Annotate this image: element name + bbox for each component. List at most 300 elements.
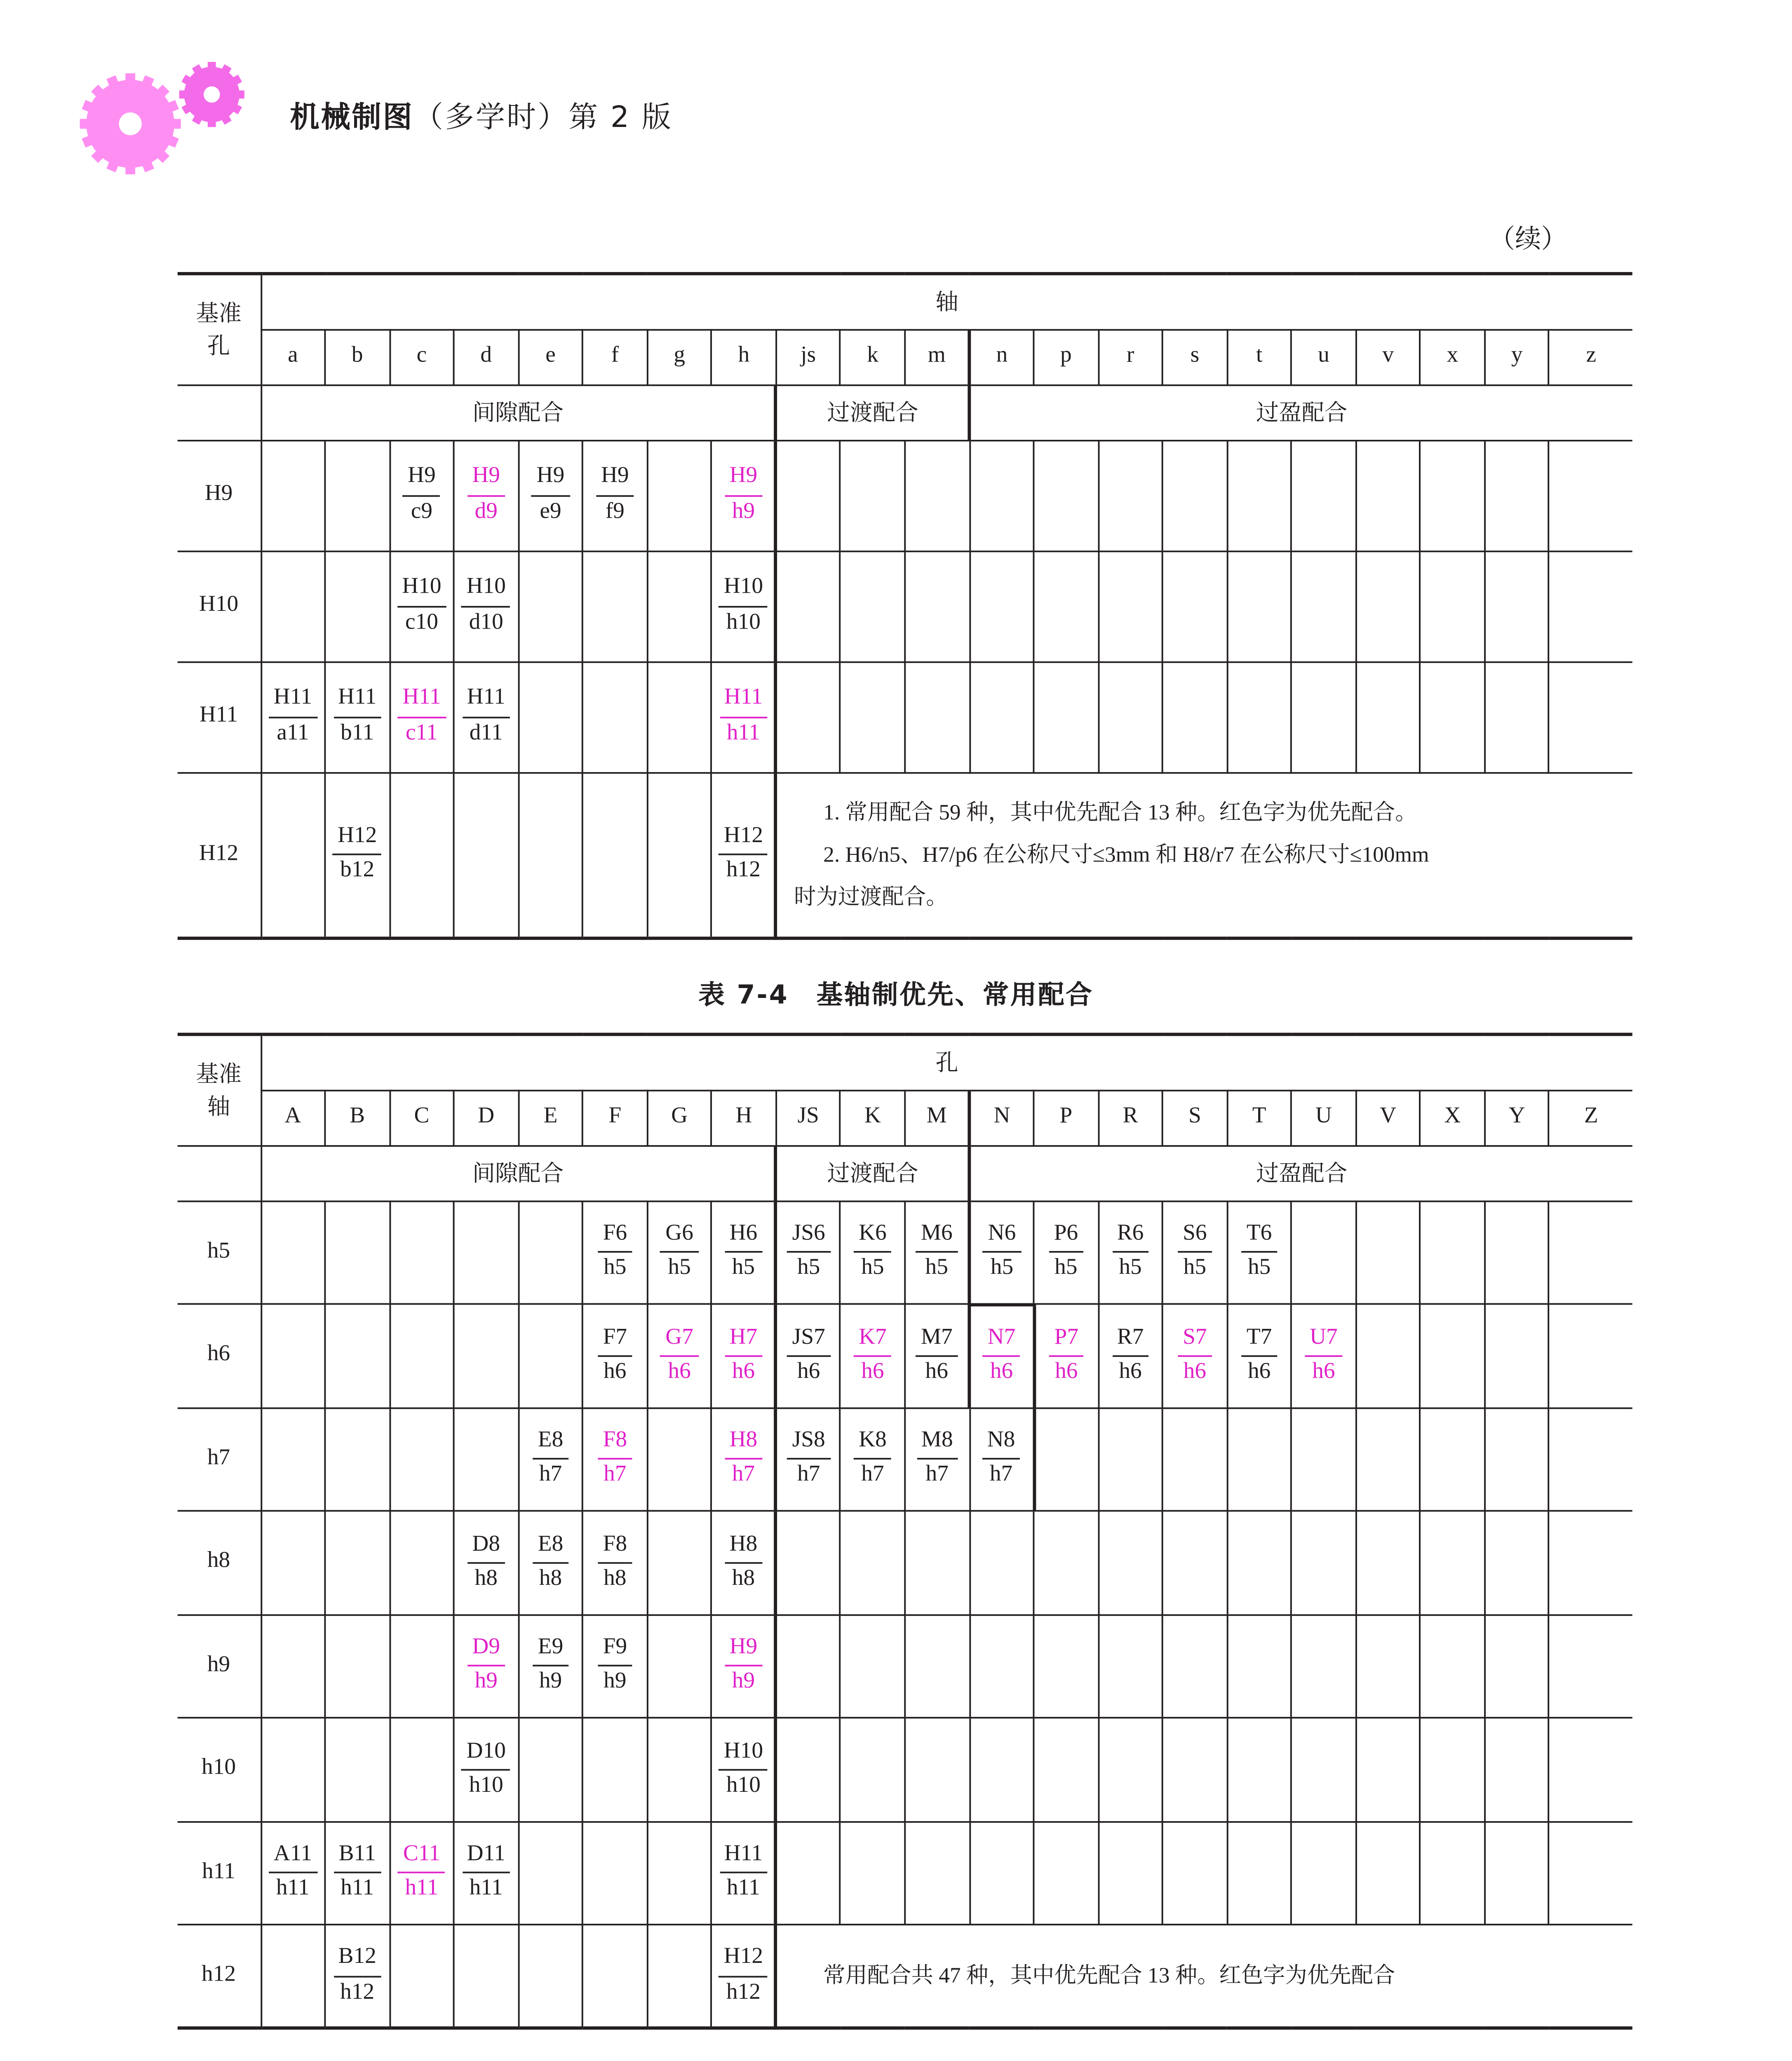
table-cell: [1356, 1511, 1420, 1614]
table-cell: [905, 1200, 969, 1304]
column-header: F: [583, 1090, 647, 1145]
table-cell: [1292, 1407, 1356, 1511]
column-header: D: [454, 1090, 518, 1145]
table-cell: [1034, 440, 1098, 551]
table-cell: [261, 551, 325, 662]
table-cell: [712, 1821, 776, 1925]
table-cell: [1163, 1718, 1227, 1821]
table-cell: [261, 1511, 325, 1614]
table-cell: [712, 1718, 776, 1821]
fit-code: $\frac{M7}{h6}$: [916, 1325, 958, 1386]
table-cell: [583, 1614, 647, 1718]
table-cell: [518, 551, 582, 662]
row-label: h11: [178, 1821, 261, 1925]
table-cell: [1227, 440, 1292, 551]
table-cell: [325, 1718, 390, 1821]
table-cell: [390, 661, 454, 772]
table-cell: [325, 551, 390, 662]
table-cell: [1356, 1407, 1420, 1511]
table-cell: [1549, 1821, 1632, 1925]
fit-code: $\frac{B11}{h11}$: [334, 1843, 381, 1903]
table-cell: [518, 440, 582, 551]
table-cell: [1549, 1200, 1632, 1304]
table-cell: [518, 1407, 582, 1511]
fit-code: $\frac{H11}{h11}$: [719, 686, 768, 747]
column-header: S: [1163, 1090, 1227, 1145]
table-cell: [390, 1925, 454, 2028]
fit-code: $\frac{H6}{h5}$: [725, 1222, 762, 1282]
table-cell: [454, 1407, 518, 1511]
table-cell: [454, 1200, 518, 1304]
table-cell: [776, 1614, 841, 1718]
table-cell: [390, 1511, 454, 1614]
table-cell: [1098, 1407, 1163, 1511]
fit-code: $\frac{H8}{h8}$: [725, 1532, 762, 1593]
table-note: 1. 常用配合 59 种，其中优先配合 13 种。红色字为优先配合。 2. H6/n5、H7/p6 在公称尺寸≤3mm 和 H8/r7 在公称尺寸≤100mm 时为过渡配合。: [776, 772, 1632, 938]
row-label: H9: [178, 440, 261, 551]
fit-code: $\frac{D8}{h8}$: [467, 1532, 505, 1593]
column-header: C: [390, 1090, 454, 1145]
fit-code: $\frac{B12}{h12}$: [334, 1946, 381, 2006]
column-header: T: [1227, 1090, 1292, 1145]
table-cell: [261, 440, 325, 551]
table-cell: [905, 1821, 969, 1925]
column-header: k: [841, 329, 905, 384]
table-cell: [969, 1821, 1033, 1925]
table-cell: [776, 1407, 841, 1511]
table-cell: [390, 1821, 454, 1925]
shaft-basis-fit-table: [178, 1033, 1632, 2030]
fit-code: $\frac{K6}{h5}$: [854, 1222, 891, 1282]
table-cell: [905, 1511, 969, 1614]
table-cell: [1356, 1821, 1420, 1925]
fit-code: $\frac{H12}{h12}$: [719, 824, 768, 885]
table-cell: [841, 1304, 905, 1407]
fit-code: $\frac{H11}{b11}$: [333, 686, 381, 747]
table-cell: [1549, 440, 1632, 551]
fit-code: $\frac{G7}{h6}$: [660, 1325, 698, 1386]
fit-code: $\frac{F8}{h8}$: [598, 1532, 632, 1593]
table-cell: [647, 551, 712, 662]
table-cell: [1034, 1614, 1098, 1718]
table-cell: [1485, 1407, 1549, 1511]
table-cell: [325, 661, 390, 772]
table-cell: [583, 1304, 647, 1407]
table-cell: [1292, 1614, 1356, 1718]
table-cell: [325, 440, 390, 551]
table-cell: [1292, 1821, 1356, 1925]
corner-label: 基准 轴: [178, 1034, 261, 1145]
column-header: x: [1420, 329, 1484, 384]
column-header: u: [1292, 329, 1356, 384]
table-cell: [518, 772, 582, 938]
column-header: U: [1292, 1090, 1356, 1145]
table-cell: [518, 1200, 582, 1304]
table-cell: [776, 551, 841, 662]
fit-code: $\frac{E8}{h8}$: [533, 1532, 568, 1593]
table-cell: [1292, 551, 1356, 662]
table-cell: [712, 1200, 776, 1304]
column-header: s: [1163, 329, 1227, 384]
group-header: 轴: [261, 274, 1632, 329]
table-cell: [583, 1200, 647, 1304]
table-cell: [454, 1925, 518, 2028]
table-cell: [776, 1821, 841, 1925]
group-header: 孔: [261, 1034, 1632, 1089]
table-cell: [390, 551, 454, 662]
fit-code: $\frac{N6}{h5}$: [983, 1221, 1021, 1282]
hole-basis-fit-table: [178, 272, 1632, 940]
fit-code: $\frac{H11}{h11}$: [719, 1843, 768, 1903]
table-cell: [1292, 1511, 1356, 1614]
fit-code: $\frac{H11}{d11}$: [462, 686, 510, 747]
table-cell: [1227, 1407, 1292, 1511]
table-cell: [454, 551, 518, 662]
table-cell: [969, 1304, 1033, 1407]
table-cell: [969, 440, 1033, 551]
table-cell: [1420, 551, 1484, 662]
table-cell: [1034, 1304, 1098, 1407]
table-cell: [969, 1407, 1033, 1511]
table-cell: [325, 1925, 390, 2028]
table-cell: [390, 440, 454, 551]
table-cell: [1420, 1718, 1484, 1821]
table-cell: [969, 661, 1033, 772]
table-cell: [841, 1821, 905, 1925]
table-cell: [261, 1304, 325, 1407]
table-cell: [905, 1614, 969, 1718]
table-cell: [261, 1718, 325, 1821]
fit-code: $\frac{T6}{h5}$: [1242, 1222, 1277, 1282]
table-cell: [1227, 1511, 1292, 1614]
fit-code: $\frac{H12}{b12}$: [333, 824, 382, 885]
table-cell: [969, 1614, 1033, 1718]
table-cell: [1034, 1821, 1098, 1925]
column-header: JS: [776, 1090, 841, 1145]
fit-code: $\frac{M8}{h7}$: [916, 1429, 958, 1489]
table-cell: [583, 440, 647, 551]
table-cell: [647, 1614, 712, 1718]
table-cell: [454, 1614, 518, 1718]
column-header: a: [261, 329, 325, 384]
table-cell: [325, 1200, 390, 1304]
column-header: P: [1034, 1090, 1098, 1145]
fit-code: $\frac{E9}{h9}$: [533, 1636, 568, 1696]
fit-code: $\frac{K8}{h7}$: [854, 1429, 891, 1489]
row-label: h5: [178, 1200, 261, 1304]
fit-code: $\frac{S7}{h6}$: [1178, 1325, 1212, 1386]
table-cell: [841, 440, 905, 551]
table-note: 常用配合共 47 种，其中优先配合 13 种。红色字为优先配合: [776, 1925, 1632, 2028]
table-cell: [905, 1718, 969, 1821]
table-cell: [1227, 1304, 1292, 1407]
table-cell: [454, 1304, 518, 1407]
table-cell: [841, 661, 905, 772]
table-cell: [1549, 1407, 1632, 1511]
table-cell: [454, 772, 518, 938]
table-cell: [325, 1304, 390, 1407]
table-cell: [325, 1614, 390, 1718]
table-cell: [1034, 551, 1098, 662]
table-cell: [325, 1821, 390, 1925]
table-cell: [969, 551, 1033, 662]
table-cell: [583, 1718, 647, 1821]
table-cell: [583, 1511, 647, 1614]
table-cell: [1034, 661, 1098, 772]
table-cell: [1420, 1511, 1484, 1614]
fit-code: $\frac{F6}{h5}$: [598, 1222, 632, 1282]
table-caption: 表 7-4 基轴制优先、常用配合: [698, 979, 1094, 1010]
table-cell: [261, 1200, 325, 1304]
column-header: r: [1098, 329, 1163, 384]
fit-code: $\frac{JS7}{h6}$: [787, 1325, 830, 1386]
fit-code: $\frac{K7}{h6}$: [854, 1325, 891, 1386]
table-cell: [905, 440, 969, 551]
table-cell: [905, 1407, 969, 1511]
fit-code: $\frac{H10}{c10}$: [397, 576, 446, 636]
table-cell: [776, 1200, 841, 1304]
column-header: g: [647, 329, 712, 384]
corner-label: 基准 孔: [178, 274, 261, 385]
column-header: y: [1485, 329, 1549, 384]
table-cell: [1098, 440, 1163, 551]
column-header: H: [712, 1090, 776, 1145]
fit-code: $\frac{P6}{h5}$: [1049, 1222, 1083, 1282]
fit-code: $\frac{H7}{h6}$: [725, 1325, 762, 1386]
table-cell: [1485, 1304, 1549, 1407]
table-cell: [776, 440, 841, 551]
table-cell: [1549, 661, 1632, 772]
table-cell: [261, 1407, 325, 1511]
table-cell: [583, 1925, 647, 2028]
column-header: M: [905, 1090, 969, 1145]
table-cell: [261, 1925, 325, 2028]
table-cell: [454, 1718, 518, 1821]
column-header: c: [390, 329, 454, 384]
table-cell: [454, 440, 518, 551]
column-header: N: [969, 1090, 1033, 1145]
column-header: d: [454, 329, 518, 384]
table-cell: [1420, 661, 1484, 772]
fit-code: $\frac{R7}{h6}$: [1112, 1325, 1148, 1386]
fit-code: $\frac{T7}{h6}$: [1242, 1325, 1277, 1386]
table-cell: [1163, 661, 1227, 772]
table-cell: [390, 1200, 454, 1304]
table-cell: [518, 661, 582, 772]
table-cell: [390, 772, 454, 938]
table-cell: [1098, 1614, 1163, 1718]
table-cell: [1485, 1614, 1549, 1718]
table-cell: [647, 772, 712, 938]
column-header: t: [1227, 329, 1292, 384]
row-label: H10: [178, 551, 261, 662]
fit-code: $\frac{M6}{h5}$: [916, 1222, 958, 1282]
table-cell: [776, 661, 841, 772]
table-cell: [518, 1925, 582, 2028]
fit-code: $\frac{R6}{h5}$: [1112, 1222, 1148, 1282]
table-cell: [712, 1614, 776, 1718]
column-header: h: [712, 329, 776, 384]
row-label: h12: [178, 1925, 261, 2028]
table-cell: [1549, 1614, 1632, 1718]
fit-code: $\frac{S6}{h5}$: [1178, 1222, 1212, 1282]
table-cell: [1098, 551, 1163, 662]
column-header: G: [647, 1090, 712, 1145]
table-cell: [1485, 551, 1549, 662]
table-cell: [969, 1511, 1033, 1614]
fit-code: $\frac{JS8}{h7}$: [787, 1429, 830, 1489]
table-cell: [1034, 1407, 1098, 1511]
fit-code: $\frac{G6}{h5}$: [660, 1222, 698, 1282]
book-title: 机械制图（多学时）第 2 版: [290, 101, 673, 135]
fit-code: $\frac{H11}{c11}$: [397, 686, 446, 747]
table-cell: [1227, 551, 1292, 662]
fit-code: $\frac{N8}{h7}$: [982, 1429, 1020, 1489]
fit-code: $\frac{D9}{h9}$: [467, 1636, 505, 1696]
table-cell: [1227, 661, 1292, 772]
fit-code: $\frac{H9}{h9}$: [725, 1636, 762, 1696]
table-cell: [1098, 1511, 1163, 1614]
table-cell: [518, 1511, 582, 1614]
table-cell: [1163, 1304, 1227, 1407]
column-header: p: [1034, 329, 1098, 384]
table-cell: [647, 1821, 712, 1925]
table-cell: [261, 1821, 325, 1925]
fit-code: $\frac{H10}{d10}$: [462, 576, 511, 636]
table-cell: [841, 1407, 905, 1511]
table-cell: [1485, 1511, 1549, 1614]
table-cell: [712, 1407, 776, 1511]
column-header: m: [905, 329, 969, 384]
fit-code: $\frac{H11}{a11}$: [269, 686, 317, 747]
table-cell: [1292, 1200, 1356, 1304]
table-cell: [518, 1718, 582, 1821]
table-cell: [1356, 1614, 1420, 1718]
fit-code: $\frac{H9}{e9}$: [532, 465, 569, 526]
table-cell: [1034, 1200, 1098, 1304]
table-cell: [969, 1200, 1033, 1304]
table-cell: [390, 1614, 454, 1718]
table-cell: [1163, 551, 1227, 662]
column-header: b: [325, 329, 390, 384]
table-cell: [1356, 440, 1420, 551]
table-cell: [261, 772, 325, 938]
table-cell: [776, 1511, 841, 1614]
table-cell: [1485, 1821, 1549, 1925]
category-clearance: 间隙配合: [261, 385, 776, 440]
column-header: z: [1549, 329, 1632, 384]
row-label: h6: [178, 1304, 261, 1407]
table-cell: [1420, 1304, 1484, 1407]
column-header: n: [969, 329, 1033, 384]
table-cell: [1485, 661, 1549, 772]
table-cell: [841, 1511, 905, 1614]
fit-code: $\frac{H10}{h10}$: [719, 1739, 768, 1800]
fit-code: $\frac{H12}{h12}$: [719, 1946, 768, 2006]
table-cell: [841, 1200, 905, 1304]
table-cell: [712, 440, 776, 551]
table-cell: [1485, 440, 1549, 551]
fit-code: $\frac{F8}{h7}$: [598, 1429, 632, 1489]
table-cell: [1034, 1718, 1098, 1821]
table-cell: [1485, 1718, 1549, 1821]
category-transition: 过渡配合: [776, 1145, 970, 1200]
table-cell: [905, 1304, 969, 1407]
table-cell: [1034, 1511, 1098, 1614]
table-cell: [712, 1304, 776, 1407]
table-cell: [325, 1407, 390, 1511]
category-transition: 过渡配合: [776, 385, 970, 440]
table-cell: [1163, 1614, 1227, 1718]
column-header: f: [583, 329, 647, 384]
table-cell: [647, 1718, 712, 1821]
fit-code: $\frac{E8}{h7}$: [533, 1429, 568, 1489]
table-cell: [1420, 1407, 1484, 1511]
table-cell: [583, 1407, 647, 1511]
column-header: B: [325, 1090, 390, 1145]
table-cell: [969, 1718, 1033, 1821]
table-cell: [647, 1304, 712, 1407]
table-cell: [1420, 1200, 1484, 1304]
table-cell: [647, 440, 712, 551]
column-header: js: [776, 329, 841, 384]
table-cell: [1098, 1200, 1163, 1304]
fit-code: $\frac{H9}{d9}$: [467, 465, 505, 526]
table-cell: [776, 1718, 841, 1821]
table-cell: [776, 1304, 841, 1407]
table-cell: [325, 772, 390, 938]
table-cell: [518, 1821, 582, 1925]
table-cell: [454, 661, 518, 772]
fit-code: $\frac{A11}{h11}$: [269, 1843, 317, 1903]
table-cell: [841, 551, 905, 662]
fit-code: $\frac{H9}{c9}$: [403, 465, 440, 526]
table-cell: [390, 1718, 454, 1821]
table-cell: [647, 1200, 712, 1304]
column-header: K: [841, 1090, 905, 1145]
fit-code: $\frac{H9}{h9}$: [725, 465, 762, 526]
table-cell: [583, 1821, 647, 1925]
table-cell: [518, 1304, 582, 1407]
table-cell: [1549, 551, 1632, 662]
fit-code: $\frac{C11}{h11}$: [398, 1843, 445, 1903]
table-cell: [1163, 1200, 1227, 1304]
table-cell: [647, 1407, 712, 1511]
table-cell: [1098, 661, 1163, 772]
column-header: v: [1356, 329, 1420, 384]
table-cell: [647, 661, 712, 772]
category-interference: 过盈配合: [969, 385, 1632, 440]
table-cell: [712, 661, 776, 772]
continued-mark: （续）: [1489, 223, 1567, 254]
table-cell: [261, 661, 325, 772]
table-cell: [518, 1614, 582, 1718]
table-cell: [1227, 1614, 1292, 1718]
fit-code: $\frac{H9}{f9}$: [596, 465, 634, 526]
column-header: Z: [1549, 1090, 1632, 1145]
table-cell: [1163, 1821, 1227, 1925]
gear-logo-icon: [72, 55, 267, 185]
table-cell: [1292, 661, 1356, 772]
category-clearance: 间隙配合: [261, 1145, 776, 1200]
fit-code: $\frac{D11}{h11}$: [462, 1843, 510, 1903]
table-cell: [1292, 1718, 1356, 1821]
table-cell: [1227, 1821, 1292, 1925]
table-cell: [583, 772, 647, 938]
table-cell: [1356, 551, 1420, 662]
fit-code: $\frac{H10}{h10}$: [719, 576, 768, 636]
table-cell: [712, 1511, 776, 1614]
